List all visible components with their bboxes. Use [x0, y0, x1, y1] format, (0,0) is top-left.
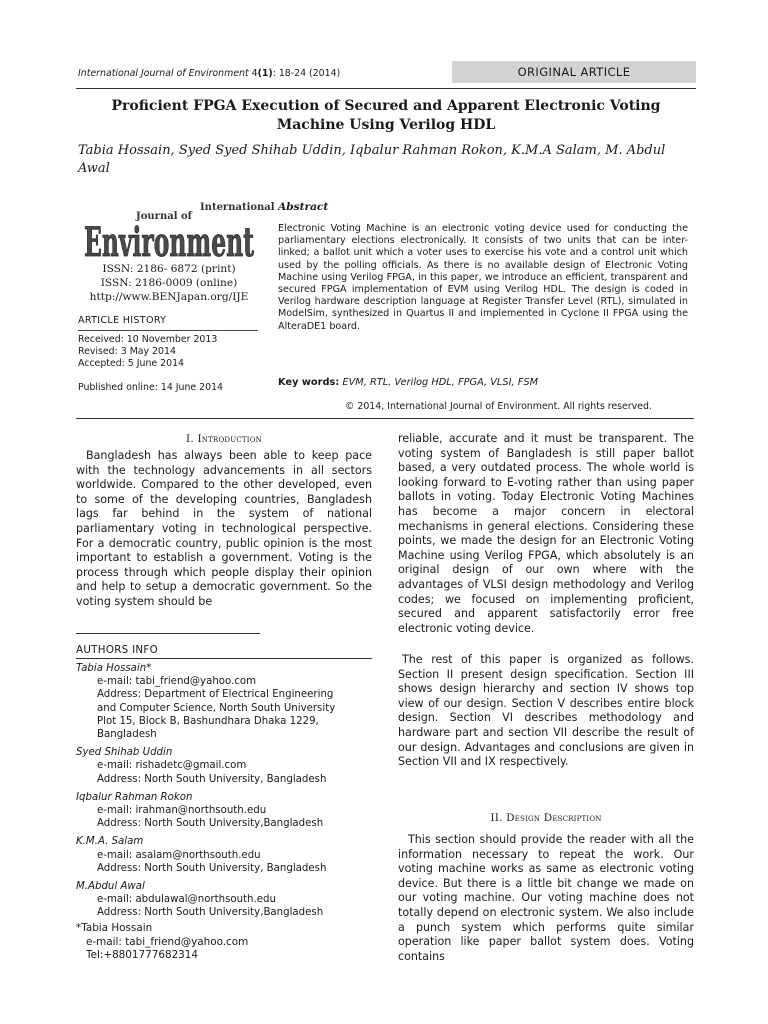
- journal-volume: 4: [251, 68, 258, 79]
- paper-organization-paragraph: The rest of this paper is organized as follows. Section II present design specification. Section III shows design hierarchy and section IV shows top view of our design. Section V describes entire block design. Section VI describes methodology and hardware part and section VII describe the result of our design. Advantages and conclusions are given in Section VII and IX respectively.: [398, 653, 694, 769]
- author-info-name: Tabia Hossain*: [76, 663, 152, 674]
- article-type-badge: ORIGINAL ARTICLE: [452, 61, 696, 83]
- author-info-name: K.M.A. Salam: [76, 836, 144, 848]
- section-title: Introduction: [197, 433, 262, 445]
- logo-word-journal-of: Journal of: [136, 211, 192, 222]
- author-info-address: Plot 15, Block B, Bashundhara Dhaka 1229,: [97, 715, 319, 727]
- section-heading-introduction: [76, 433, 372, 445]
- article-history-heading: ARTICLE HISTORY: [78, 315, 167, 326]
- author-info-email: e-mail: abdulawal@northsouth.edu: [97, 894, 276, 906]
- logo-word-international: International: [200, 202, 275, 213]
- corresponding-author-email: e-mail: tabi_friend@yahoo.com: [86, 935, 249, 948]
- front-matter-divider: [76, 418, 694, 419]
- journal-pages-year: : 18-24 (2014): [272, 68, 341, 79]
- corresponding-author: [76, 922, 248, 963]
- history-revised: Revised: 3 May 2014: [78, 346, 176, 357]
- header-divider: [76, 88, 696, 89]
- journal-url[interactable]: http://www.BENJapan.org/IJE: [89, 291, 249, 303]
- author-info-name: Iqbalur Rahman Rokon: [76, 791, 193, 803]
- author-info-address: Address: North South University,Bangladesh: [97, 907, 324, 919]
- copyright-notice: © 2014, International Journal of Environment. All rights reserved.: [345, 401, 652, 412]
- history-accepted: Accepted: 5 June 2014: [78, 358, 185, 369]
- introduction-continued-paragraph: reliable, accurate and it must be transparent. The voting system of Bangladesh is still paper ballot based, a very outdated process. The whole world is looking forward to E-voting rather than using paper ballots in voting. Today Electronic Voting Machines has become a major concern in electoral mechanisms in general elections. Considering these points, we made the design for an Electronic Voting Machine using Verilog FPGA, which absolutely is an original design of our own where with the advantages of VLSI design methodology and Verilog codes; we focused on implementing proficient, secured and apparent satisfactorily error free electronic voting device.: [398, 432, 694, 635]
- journal-citation: [78, 68, 340, 79]
- issn-print: ISSN: 2186- 6872 (print): [102, 263, 236, 275]
- design-description-paragraph: This section should provide the reader with all the information necessary to repeat the work. Our voting machine works as same as electronic voting device. But there is a little bit change we made on our voting machine. Our voting machine does not totally depend on electronic system. We also include a punch system which performs quite similar operation like paper ballot system does. Voting contains: [398, 833, 694, 963]
- journal-issue: (1): [257, 68, 273, 79]
- corresponding-author-name: *Tabia Hossain: [76, 922, 153, 934]
- author-info-address: Address: North South University,Bangladesh: [97, 818, 324, 830]
- author-info-address: Address: North South University, Bangladesh: [97, 773, 327, 785]
- history-published: Published online: 14 June 2014: [78, 382, 224, 393]
- abstract-heading: Abstract: [278, 201, 329, 213]
- author-info-name: M.Abdul Awal: [76, 881, 145, 893]
- introduction-paragraph: Bangladesh has always been able to keep pace with the technology advancements in all sectors worldwide. Compared to the other developed, even to some of the developing countries, Bangladesh lags far behind in the system of national parliamentary voting in technological perspective. For a democratic country, public opinion is the most important to establish a government. Voting is the process through which people display their opinion and help to setup a democratic government. So the voting system should be: [76, 449, 372, 608]
- keywords-label: Key words:: [278, 377, 340, 388]
- author-info-address: and Computer Science, North South University: [97, 702, 336, 714]
- journal-logo: [82, 200, 275, 266]
- authors-info-list: [76, 662, 376, 920]
- section-heading-design-description: [398, 812, 694, 824]
- authors-info-divider: [76, 658, 372, 659]
- section-numeral: II.: [490, 812, 503, 824]
- footnote-divider: [76, 633, 260, 634]
- paper-authors: Tabia Hossain, Syed Syed Shihab Uddin, Iqbalur Rahman Rokon, K.M.A Salam, M. Abdul Awal: [78, 143, 666, 176]
- keywords-list: EVM, RTL, Verilog HDL, FPGA, VLSI, FSM: [342, 377, 539, 388]
- abstract-text: Electronic Voting Machine is an electronic voting device used for conducting the parliamentary elections electronically. It consists of two units that can be inter-linked; a ballot unit which a voter uses to exercise his vote and a control unit which used by the polling officials. As there is no available design of Electronic Voting Machine using Verilog FPGA, in this paper, we introduce an efficient, transparent and secured FPGA implementation of EVM using Verilog HDL. The design is coded in Verilog hardware description language at Register Transfer Level (RTL), simulated in ModelSim, synthesized in Quartus II and implemented in Cyclone II FPGA using the AlteraDE1 board.: [278, 223, 688, 332]
- author-info-address: Address: Department of Electrical Engineering: [97, 689, 334, 701]
- section-numeral: I.: [186, 433, 194, 445]
- keywords: [278, 377, 538, 388]
- author-info-email: e-mail: rishadetc@gmail.com: [97, 760, 247, 772]
- section-title: Design Description: [506, 812, 602, 824]
- author-info-name: Syed Shihab Uddin: [76, 747, 173, 759]
- corresponding-author-tel: Tel:+8801777682314: [86, 949, 199, 962]
- history-received: Received: 10 November 2013: [78, 334, 218, 345]
- author-info-address: Bangladesh: [97, 729, 157, 741]
- logo-word-environment: Environment: [84, 219, 255, 266]
- author-info-email: e-mail: asalam@northsouth.edu: [97, 849, 261, 861]
- article-history-divider: [78, 330, 258, 331]
- author-info-address: Address: North South University, Bangladesh: [97, 862, 327, 874]
- journal-name: International Journal of Environment: [78, 68, 249, 79]
- paper-title: Proficient FPGA Execution of Secured and Apparent Electronic Voting Machine Using Verilog HDL: [111, 98, 661, 133]
- authors-info-heading: AUTHORS INFO: [76, 644, 159, 656]
- issn-online: ISSN: 2186-0009 (online): [100, 277, 238, 289]
- author-info-email: e-mail: irahman@northsouth.edu: [97, 805, 267, 817]
- author-info-email: e-mail: tabi_friend@yahoo.com: [97, 676, 257, 688]
